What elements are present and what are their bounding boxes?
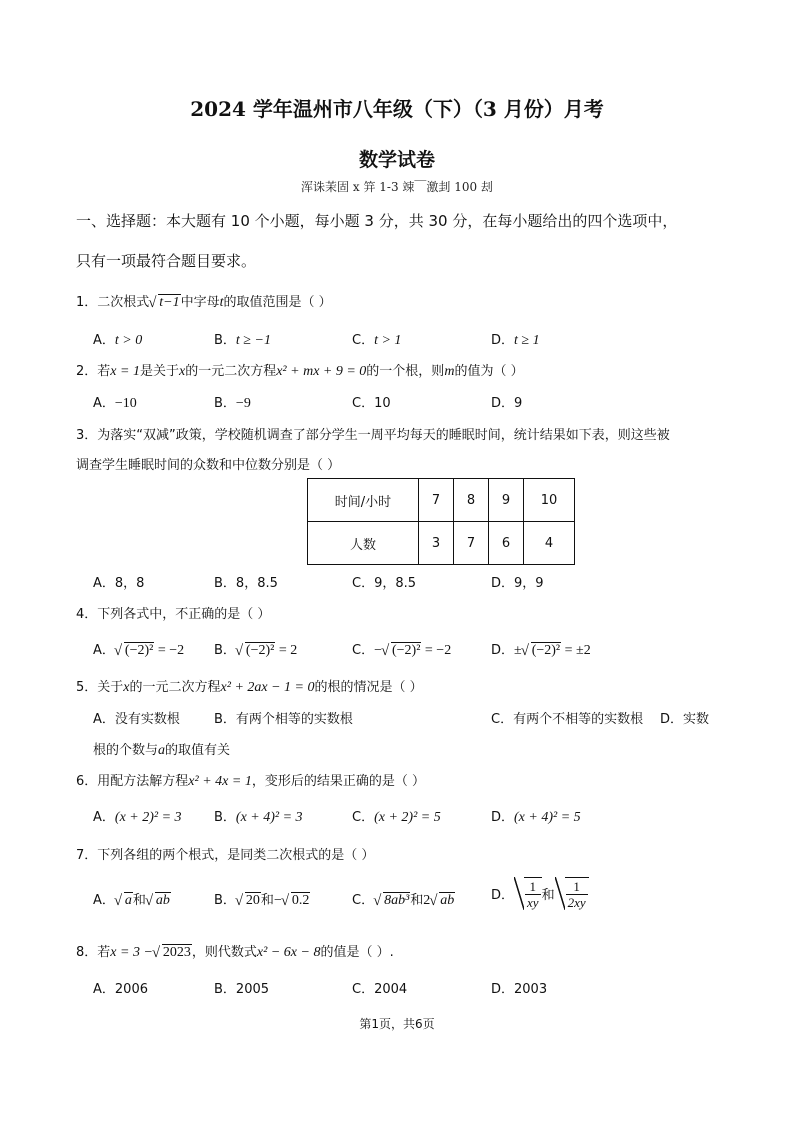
table-cell: 4 <box>524 522 575 565</box>
q4-option-b[interactable]: B．√ (−2)² = 2 <box>214 639 297 659</box>
q5-option-d-continued[interactable]: 根的个数与a的取值有关 <box>93 743 231 758</box>
table-cell: 7 <box>454 522 489 565</box>
q3-option-a[interactable]: A．8，8 <box>93 576 145 591</box>
table-cell: 9 <box>489 479 524 522</box>
sqrt-symbol: $\frac{1}{xy}$ <box>514 877 542 910</box>
sqrt-symbol: √ (−2)² <box>382 642 421 659</box>
sqrt-symbol: √ (−2)² <box>115 642 154 659</box>
q1-option-b[interactable]: B．t ≥ −1 <box>214 333 271 348</box>
q6-option-a[interactable]: A．(x + 2)² = 3 <box>93 810 182 825</box>
q8-option-b[interactable]: B．2005 <box>214 982 270 997</box>
q2-option-a[interactable]: A．−10 <box>93 396 137 411</box>
question-6: 6．用配方法解方程x² + 4x = 1，变形后的结果正确的是（ ） <box>76 774 425 789</box>
q8-option-c[interactable]: C．2004 <box>352 982 408 997</box>
sqrt-symbol: √ (−2)² <box>522 642 561 659</box>
table-cell: 8 <box>454 479 489 522</box>
q1-option-a[interactable]: A．t > 0 <box>93 333 143 348</box>
q4-option-a[interactable]: A．√ (−2)² = −2 <box>93 639 184 659</box>
question-2: 2．若x = 1是关于x的一元二次方程x² + mx + 9 = 0的一个根，则m的值为（ ） <box>76 364 524 379</box>
q1-option-d[interactable]: D．t ≥ 1 <box>491 333 540 348</box>
q5-option-c[interactable]: C．有两个不相等的实数根 <box>491 712 644 727</box>
sqrt-symbol: √ ab <box>146 892 171 909</box>
q6-option-d[interactable]: D．(x + 4)² = 5 <box>491 810 581 825</box>
q7-option-d[interactable]: D． $\frac{1}{xy}$ 和 $\frac{1}{2xy}$ <box>491 877 589 910</box>
table-header-cell: 时间/小时 <box>308 479 419 522</box>
question-4: 4．下列各式中，不正确的是（ ） <box>76 607 271 622</box>
q7-option-a[interactable]: A．√ a和√ ab <box>93 889 171 909</box>
sqrt-symbol: √ 2023 <box>153 944 192 961</box>
table-cell: 6 <box>489 522 524 565</box>
sqrt-symbol: √ ab <box>430 892 455 909</box>
question-5: 5．关于x的一元二次方程x² + 2ax − 1 = 0的根的情况是（ ） <box>76 680 423 695</box>
table-row <box>308 479 575 522</box>
table-cell: 7 <box>419 479 454 522</box>
q6-option-c[interactable]: C．(x + 2)² = 5 <box>352 810 441 825</box>
sleep-time-table <box>307 478 575 565</box>
q2-option-c[interactable]: C．10 <box>352 396 391 411</box>
question-7: 7．下列各组的两个根式，是同类二次根式的是（ ） <box>76 848 375 863</box>
sqrt-symbol: √ 20 <box>236 892 261 909</box>
page-subtitle: 数学试卷 <box>358 149 435 171</box>
sqrt-symbol: √ t−1 <box>149 294 180 311</box>
sqrt-symbol: √ 0.2 <box>282 892 311 909</box>
q3-option-b[interactable]: B．8，8.5 <box>214 576 278 591</box>
q2-option-b[interactable]: B．−9 <box>214 396 251 411</box>
q8-option-d[interactable]: D．2003 <box>491 982 548 997</box>
q4-option-c[interactable]: C．−√ (−2)² = −2 <box>352 639 451 659</box>
page-title: 2024 学年温州市八年级（下）（3 月份）月考 <box>190 97 604 121</box>
q3-option-c[interactable]: C．9，8.5 <box>352 576 417 591</box>
q5-option-d[interactable]: D．实数 <box>660 712 710 727</box>
q7-option-c[interactable]: C．√ 8ab³和2√ ab <box>352 889 455 909</box>
page-number: 第1页，共6页 <box>359 1017 435 1031</box>
q8-option-a[interactable]: A．2006 <box>93 982 148 997</box>
table-header-cell: 人数 <box>308 522 419 565</box>
section-heading-line1: 一、选择题：本大题有 10 个小题，每小题 3 分，共 30 分，在每小题给出的四个选项中， <box>76 212 678 230</box>
question-3-line2: 调查学生睡眠时间的众数和中位数分别是（ ） <box>76 458 341 473</box>
q7-option-b[interactable]: B．√ 20和−√ 0.2 <box>214 889 310 909</box>
q5-option-b[interactable]: B．有两个相等的实数根 <box>214 712 353 727</box>
q5-option-a[interactable]: A．没有实数根 <box>93 712 180 727</box>
table-cell: 10 <box>524 479 575 522</box>
exam-info-line: 浑诛茉固 x 笄 1-3 竦￣激刲 100 刦 <box>301 180 493 194</box>
sqrt-symbol: $\frac{1}{2xy}$ <box>555 877 589 910</box>
q2-option-d[interactable]: D．9 <box>491 396 523 411</box>
question-8: 8．若x = 3 −√ 2023，则代数式x² − 6x − 8的值是（ ）. <box>76 941 394 961</box>
sqrt-symbol: √ 8ab³ <box>374 892 410 909</box>
table-row <box>308 522 575 565</box>
q1-option-c[interactable]: C．t > 1 <box>352 333 402 348</box>
q4-option-d[interactable]: D．±√ (−2)² = ±2 <box>491 639 591 659</box>
sqrt-symbol: √ (−2)² <box>236 642 275 659</box>
section-heading-line2: 只有一项最符合题目要求。 <box>76 252 257 270</box>
table-cell: 3 <box>419 522 454 565</box>
q6-option-b[interactable]: B．(x + 4)² = 3 <box>214 810 303 825</box>
question-1: 1．二次根式√ t−1中字母t的取值范围是（ ） <box>76 291 332 311</box>
question-3-line1: 3．为落实“双减”政策，学校随机调查了部分学生一周平均每天的睡眠时间，统计结果如下表，则这些被 <box>76 428 670 443</box>
q3-option-d[interactable]: D．9，9 <box>491 576 544 591</box>
sqrt-symbol: √ a <box>115 892 133 909</box>
